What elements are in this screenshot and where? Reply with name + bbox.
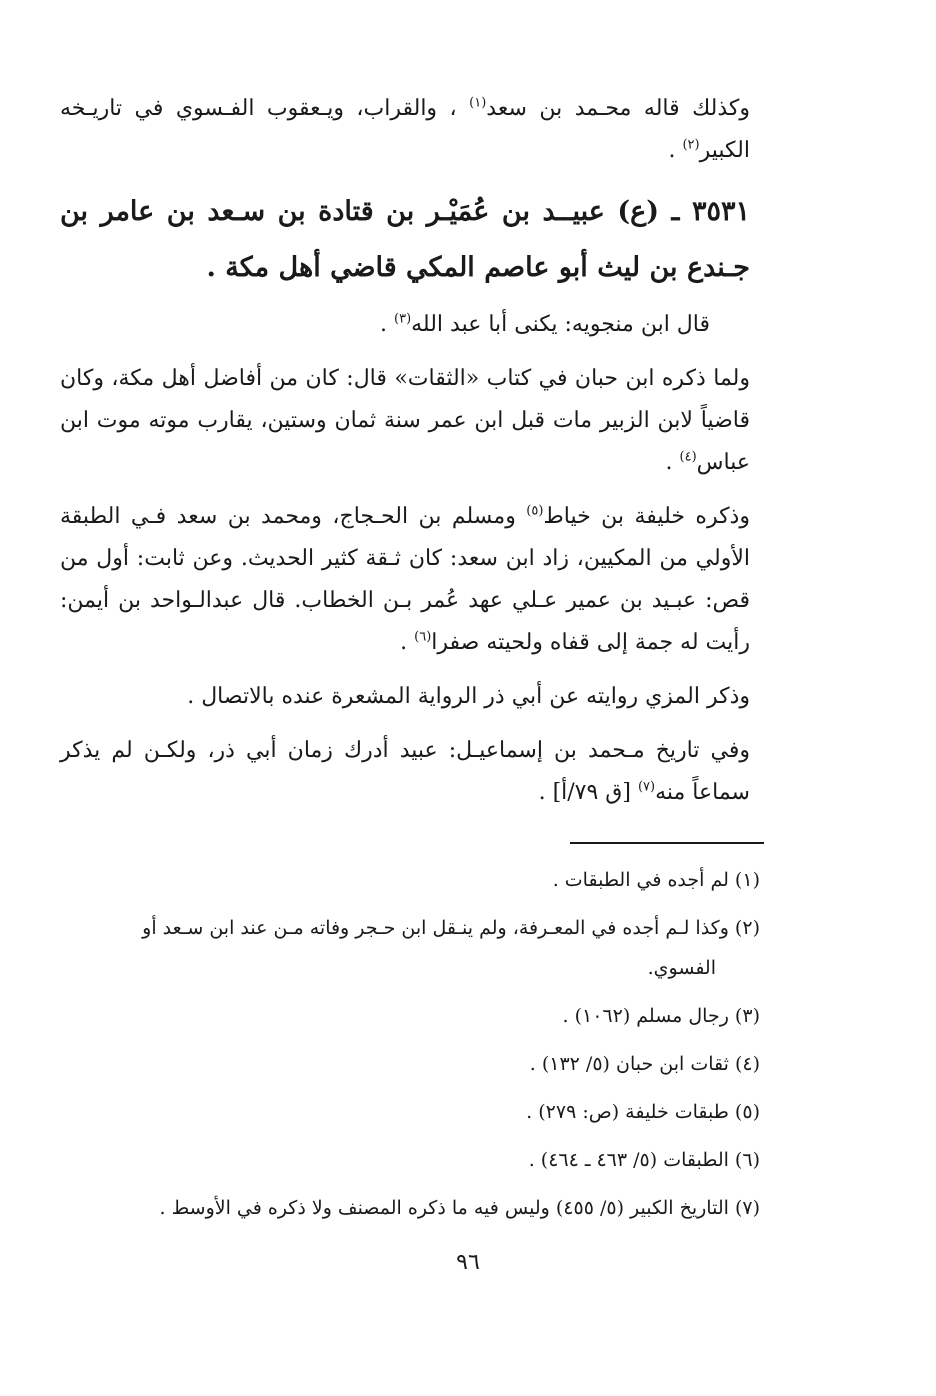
- footnote-ref-1[interactable]: (١): [469, 95, 487, 111]
- footnotes: [60, 860, 760, 1236]
- paragraph-text: قال ابن منجويه: يكنى أبا عبد الله: [411, 312, 710, 337]
- footnote-1: (١) لم أجده في الطبقات .: [552, 869, 760, 891]
- paragraph-text: وفي تاريخ مـحمد بن إسماعيـل: عبيد أدرك زمان أبي ذر، ولكـن لم يذكر سماعاً منه: [60, 738, 750, 805]
- footnote-ref-7[interactable]: (٧): [637, 779, 656, 795]
- paragraph-bukhari: [60, 730, 750, 814]
- paragraph-text: .: [400, 630, 415, 655]
- paragraph-khalifa: [60, 496, 750, 664]
- footnote-ref-3[interactable]: (٣): [394, 311, 412, 327]
- paragraph-text: .: [665, 450, 680, 475]
- footnote-separator: [570, 842, 764, 844]
- main-text: [60, 88, 750, 826]
- footnote-2-continuation: الفسوي.: [647, 957, 716, 979]
- paragraph-text: ومسلم بن الحـجاج، ومحمد بن سعد فـي الطبقة الأولي من المكيين، زاد ابن سعد: كان ثـقة كثير الحديث. وعن ثابت: أول من قص: عبـيد بن عمير عـلي عهد عُمر بـن الخطاب. قال عبدالـواحد بن أيمن: رأيت له جمة إلى قفاه ولحيته صفرا: [60, 504, 750, 655]
- paragraph-text: وكذلك قاله محـمد بن سعد: [486, 96, 750, 121]
- paragraph-ibn-hibban: [60, 358, 750, 484]
- footnote-5: (٥) طبقات خليفة (ص: ٢٧٩) .: [526, 1101, 760, 1123]
- paragraph-text: وذكر المزي روايته عن أبي ذر الرواية المشعرة عنده بالاتصال .: [187, 684, 750, 709]
- paragraph-ibn-manjuwayh: [60, 304, 750, 346]
- paragraph-mizzi: [60, 676, 750, 718]
- footnote-7: (٧) التاريخ الكبير (٥/ ٤٥٥) وليس فيه ما ذكره المصنف ولا ذكره في الأوسط .: [159, 1197, 760, 1219]
- footnote-ref-6[interactable]: (٦): [414, 629, 432, 645]
- paragraph-text: [ق ٧٩/أ] .: [538, 780, 638, 805]
- paragraph-text: وذكره خليفة بن خياط: [543, 504, 750, 529]
- footnote-ref-2[interactable]: (٢): [682, 137, 700, 153]
- paragraph-ibn-saad: [60, 88, 750, 172]
- footnote-ref-5[interactable]: (٥): [526, 503, 544, 519]
- page-number: ٩٦: [456, 1250, 480, 1275]
- footnote-3: (٣) رجال مسلم (١٠٦٢) .: [562, 1005, 760, 1027]
- entry-heading: ٣٥٣١ ـ (ع) عبيــد بن عُمَيْـر بن قتادة بن سـعد بن عامر بن جـندع بن ليث أبو عاصم المكي قاضي أهل مكة .: [60, 196, 750, 283]
- paragraph-text: .: [668, 138, 683, 163]
- footnote-2-text: (٢) وكذا لـم أجده في المعـرفة، ولم ينـقل ابن حـجر وفاته مـن عند ابن سـعد أو: [142, 917, 760, 939]
- footnote-4: (٤) ثقات ابن حبان (٥/ ١٣٢) .: [529, 1053, 760, 1075]
- paragraph-text: .: [380, 312, 394, 337]
- footnote-6: (٦) الطبقات (٥/ ٤٦٣ ـ ٤٦٤) .: [528, 1149, 760, 1171]
- paragraph-text: ولما ذكره ابن حبان في كتاب «الثقات» قال: كان من أفاضل أهل مكة، وكان قاضياً لابن الزبير مات قبل ابن عمر سنة ثمان وستين، يقارب موته موت ابن عباس: [60, 366, 750, 475]
- paragraph-text: ، والقراب، ويـعقوب الفـسوي في تاريـخه الكبير: [60, 96, 750, 163]
- footnote-ref-4[interactable]: (٤): [679, 449, 697, 465]
- footnote-2: [60, 908, 760, 988]
